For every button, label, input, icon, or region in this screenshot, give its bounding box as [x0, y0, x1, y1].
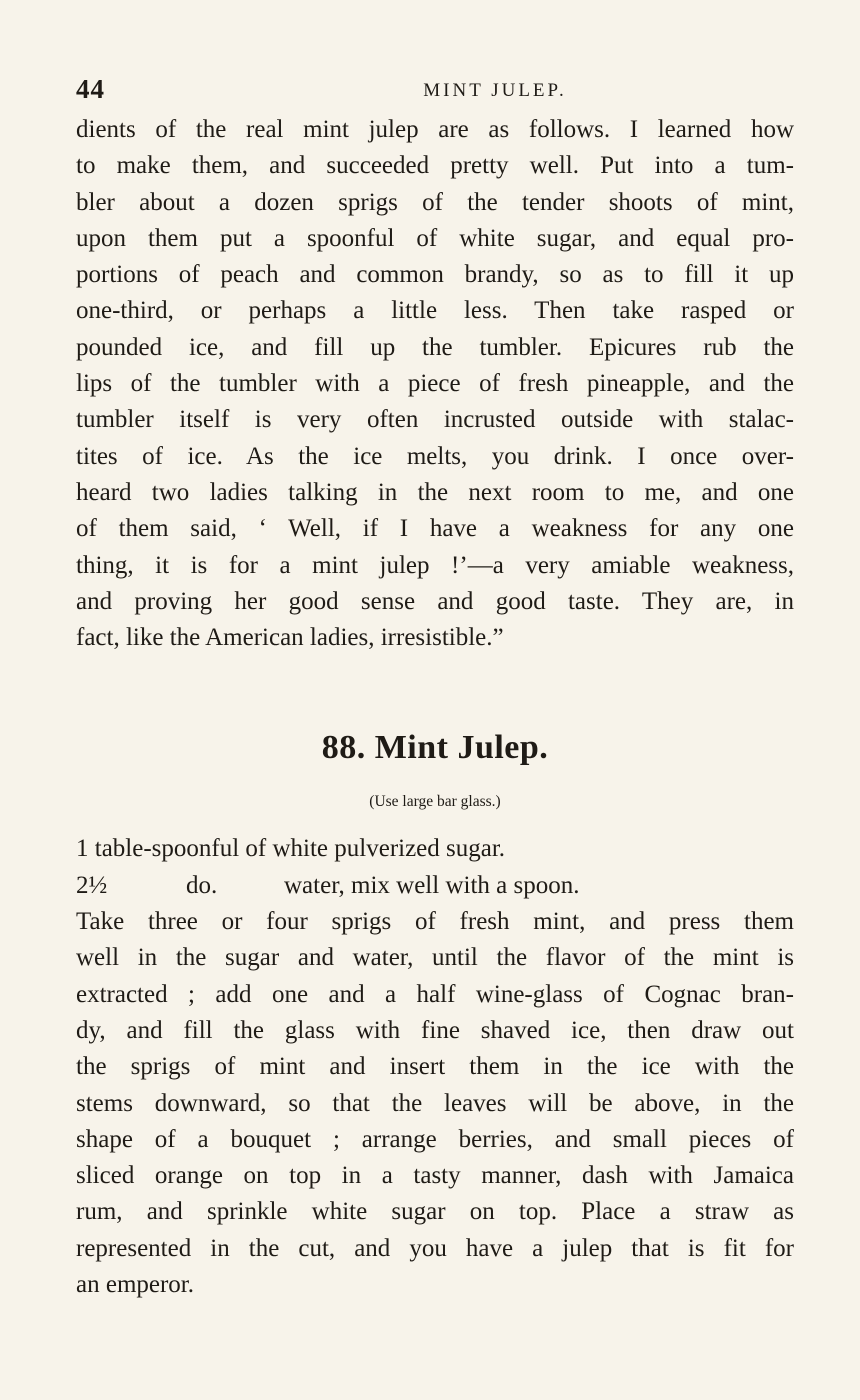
text-line: heard two ladies talking in the next room to me, and one	[76, 478, 794, 506]
text-line: tumbler itself is very often incrusted outside with stalac-	[76, 406, 794, 434]
ingredient-quantity: 2½	[76, 871, 108, 899]
text-line: thing, it is for a mint julep !’—a very amiable weakness,	[76, 551, 794, 579]
text-line: portions of peach and common brandy, so as to fill it up	[76, 261, 794, 289]
page-number: 44	[76, 74, 105, 104]
text-line: of them said, ‘ Well, if I have a weakness for any one	[76, 515, 794, 543]
text-line: extracted ; add one and a half wine-glass of Cognac bran-	[76, 980, 794, 1008]
text-line: Take three or four sprigs of fresh mint, and press them	[76, 908, 794, 936]
text-line: an emperor.	[76, 1271, 195, 1299]
ingredient-line	[76, 868, 794, 904]
text-line: and proving her good sense and good taste. They are, in	[76, 587, 794, 615]
text-line: to make them, and succeeded pretty well. Put into a tum-	[76, 152, 794, 180]
text-line: represented in the cut, and you have a julep that is fit for	[76, 1234, 794, 1262]
running-title: MINT JULEP.	[423, 80, 567, 101]
ingredient-text: water, mix well with a spoon.	[284, 871, 580, 899]
intro-paragraph	[76, 112, 794, 656]
text-line: pounded ice, and fill up the tumbler. Epicures rub the	[76, 333, 794, 361]
text-line: stems downward, so that the leaves will be above, in the	[76, 1089, 794, 1117]
ingredient-line: 1 table-spoonful of white pulverized sugar.	[76, 835, 506, 863]
text-line: rum, and sprinkle white sugar on top. Place a straw as	[76, 1198, 794, 1226]
text-line: well in the sugar and water, until the flavor of the mint is	[76, 944, 794, 972]
text-line: dy, and fill the glass with fine shaved ice, then draw out	[76, 1016, 794, 1044]
text-line: lips of the tumbler with a piece of fresh pineapple, and the	[76, 370, 794, 398]
text-line: dients of the real mint julep are as follows. I learned how	[76, 116, 794, 143]
recipe-instructions	[76, 904, 794, 1303]
ingredient-measure: do.	[186, 871, 218, 899]
recipe-heading: 88. Mint Julep.	[321, 729, 549, 767]
text-line: tites of ice. As the ice melts, you drink. I once over-	[76, 442, 794, 470]
text-line: fact, like the American ladies, irresistible.”	[76, 624, 504, 652]
text-line: one-third, or perhaps a little less. Then take rasped or	[76, 297, 794, 325]
text-line: the sprigs of mint and insert them in the ice with the	[76, 1053, 794, 1081]
text-line: bler about a dozen sprigs of the tender shoots of mint,	[76, 188, 794, 216]
text-line: upon them put a spoonful of white sugar, and equal pro-	[76, 224, 794, 252]
running-head	[76, 70, 794, 106]
recipe-note: (Use large bar glass.)	[369, 793, 501, 811]
text-line: shape of a bouquet ; arrange berries, and small pieces of	[76, 1125, 794, 1153]
text-line: sliced orange on top in a tasty manner, dash with Jamaica	[76, 1162, 794, 1190]
